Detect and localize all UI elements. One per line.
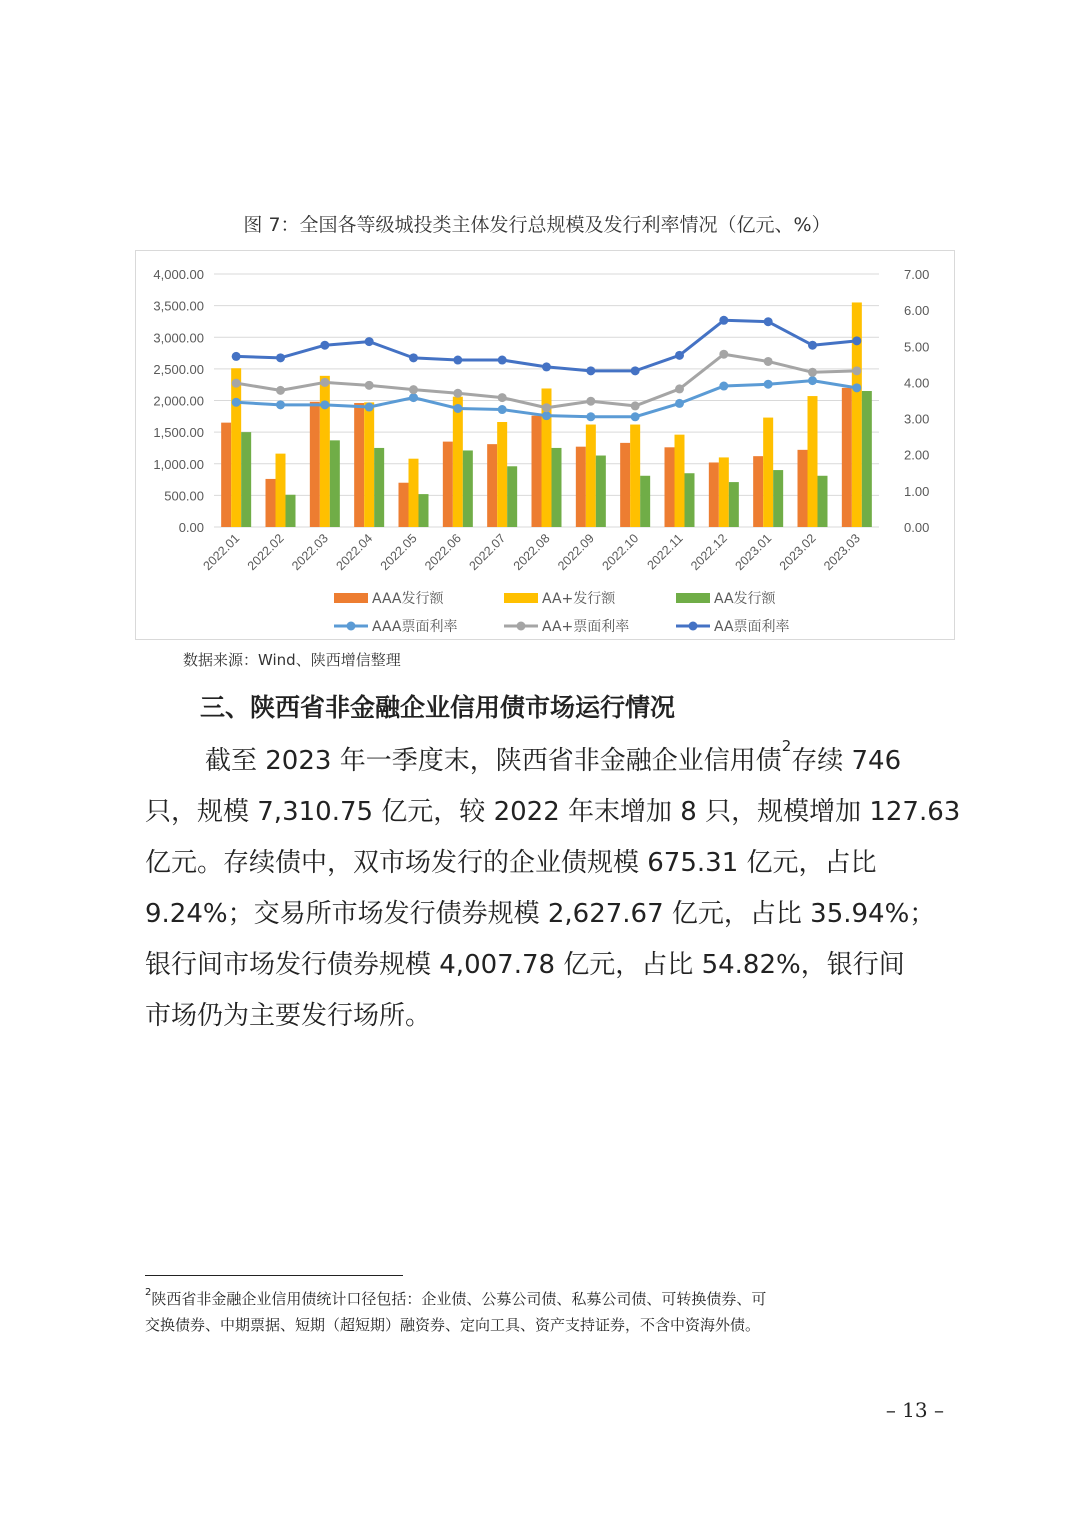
bar-aa-issuance [685, 473, 695, 527]
paragraph-line: 亿元。存续债中，双市场发行的企业债规模 675.31 亿元，占比 [145, 848, 877, 878]
paragraph-line: 只，规模 7,310.75 亿元，较 2022 年末增加 8 只，规模增加 127.63 [145, 797, 961, 827]
point-aaa-rate [409, 393, 418, 402]
paragraph-text: 截至 2023 年一季度末，陕西省非金融企业信用债 [205, 746, 782, 776]
legend-swatch [504, 593, 538, 603]
point-aa-plus-rate [276, 386, 285, 395]
bar-aa-plus-issuance [852, 302, 862, 527]
x-tick-label: 2023.02 [776, 531, 819, 574]
y-left-tick-label: 2,500.00 [153, 361, 204, 377]
y-left-tick-label: 500.00 [164, 488, 204, 504]
footnote-divider [145, 1275, 403, 1276]
point-aaa-rate [276, 400, 285, 409]
y-right-tick-label: 5.00 [904, 339, 930, 355]
point-aaa-rate [631, 412, 640, 421]
bar-aa-issuance [241, 432, 251, 527]
bar-aa-plus-issuance [808, 396, 818, 527]
body-paragraph [145, 736, 961, 1042]
footnote-mark: 2 [145, 1287, 152, 1298]
bar-aa-plus-issuance [320, 376, 330, 527]
bar-aa-plus-issuance [231, 368, 241, 527]
point-aa-rate [586, 366, 595, 375]
legend-swatch [334, 593, 368, 603]
x-tick-label: 2022.02 [244, 531, 287, 574]
bar-aaa-issuance [221, 423, 231, 527]
y-left-tick-label: 3,500.00 [153, 298, 204, 314]
point-aa-plus-rate [719, 350, 728, 359]
x-tick-label: 2022.07 [466, 531, 509, 574]
bar-aaa-issuance [354, 403, 364, 527]
y-left-tick-label: 0.00 [178, 520, 204, 535]
paragraph-line: 市场仍为主要发行场所。 [145, 1001, 432, 1031]
footnote-ref[interactable]: 2 [781, 737, 792, 755]
point-aa-plus-rate [631, 401, 640, 410]
point-aa-rate [409, 353, 418, 362]
bar-aa-issuance [818, 476, 828, 527]
bar-aa-issuance [773, 470, 783, 527]
bar-aaa-issuance [798, 450, 808, 527]
point-aa-rate [320, 341, 329, 350]
point-aa-plus-rate [232, 379, 241, 388]
bar-aaa-issuance [399, 483, 409, 527]
bar-aa-issuance [463, 450, 473, 527]
point-aa-rate [631, 366, 640, 375]
legend-marker [689, 622, 698, 631]
point-aa-plus-rate [852, 366, 861, 375]
bar-aaa-issuance [709, 462, 719, 527]
bar-aaa-issuance [576, 447, 586, 527]
point-aa-plus-rate [586, 397, 595, 406]
legend-label: AAA发行额 [372, 591, 444, 607]
point-aaa-rate [320, 400, 329, 409]
page-number: – 13 – [885, 1398, 944, 1422]
bar-aaa-issuance [753, 456, 763, 527]
point-aa-plus-rate [764, 357, 773, 366]
figure-title: 图 7：全国各等级城投类主体发行总规模及发行利率情况（亿元、%） [243, 214, 831, 236]
point-aa-plus-rate [498, 393, 507, 402]
point-aa-plus-rate [409, 385, 418, 394]
x-tick-label: 2023.01 [732, 531, 775, 574]
bar-aa-plus-issuance [763, 418, 773, 527]
point-aa-plus-rate [808, 368, 817, 377]
point-aaa-rate [808, 376, 817, 385]
bar-aaa-issuance [842, 388, 852, 527]
bar-aa-plus-issuance [364, 402, 374, 527]
point-aaa-rate [498, 405, 507, 414]
y-right-tick-label: 6.00 [904, 303, 930, 319]
bar-aaa-issuance [310, 402, 320, 527]
point-aaa-rate [453, 404, 462, 413]
y-left-tick-label: 3,000.00 [153, 330, 204, 346]
point-aa-rate [808, 341, 817, 350]
point-aa-rate [453, 356, 462, 365]
point-aa-rate [719, 316, 728, 325]
legend-label: AA发行额 [714, 591, 776, 607]
footnote-line [145, 1286, 935, 1312]
y-left-tick-label: 2,000.00 [153, 393, 204, 409]
bar-aa-plus-issuance [719, 457, 729, 527]
bar-aaa-issuance [266, 479, 276, 527]
bar-aaa-issuance [532, 416, 542, 527]
legend-marker [347, 622, 356, 631]
point-aa-rate [498, 356, 507, 365]
point-aaa-rate [232, 398, 241, 407]
bar-aa-issuance [596, 456, 606, 527]
bar-aa-issuance [729, 482, 739, 527]
section-heading: 三、陕西省非金融企业信用债市场运行情况 [200, 693, 676, 722]
point-aa-rate [764, 317, 773, 326]
paragraph-text: 存续 746 [791, 746, 902, 776]
bar-aa-plus-issuance [586, 425, 596, 527]
x-tick-label: 2022.08 [510, 531, 553, 574]
x-tick-label: 2022.06 [422, 531, 464, 574]
bar-aa-issuance [419, 494, 429, 527]
x-tick-label: 2022.10 [599, 531, 642, 574]
point-aaa-rate [719, 382, 728, 391]
bar-aa-issuance [640, 476, 650, 527]
y-right-tick-label: 7.00 [904, 267, 930, 282]
bar-aa-plus-issuance [675, 435, 685, 527]
point-aaa-rate [764, 380, 773, 389]
point-aa-plus-rate [453, 389, 462, 398]
point-aa-plus-rate [320, 378, 329, 387]
point-aaa-rate [586, 412, 595, 421]
footnote [145, 1286, 935, 1338]
legend-label: AA+票面利率 [542, 619, 630, 635]
bar-aa-plus-issuance [409, 459, 419, 527]
point-aa-plus-rate [365, 381, 374, 390]
bar-aa-issuance [552, 448, 562, 527]
chart-container [135, 250, 955, 640]
bar-aaa-issuance [487, 444, 497, 527]
bar-aaa-issuance [443, 442, 453, 527]
paragraph-line [145, 736, 945, 787]
x-tick-label: 2022.09 [555, 531, 597, 574]
y-left-tick-label: 1,000.00 [153, 456, 204, 472]
y-right-tick-label: 4.00 [904, 375, 930, 391]
point-aaa-rate [542, 411, 551, 420]
legend-marker [517, 622, 526, 631]
y-right-tick-label: 3.00 [904, 411, 930, 427]
x-tick-label: 2022.03 [289, 531, 331, 574]
y-right-tick-label: 0.00 [904, 520, 930, 535]
bar-aa-plus-issuance [497, 422, 507, 527]
footnote-text: 陕西省非金融企业信用债统计口径包括：企业债、公募公司债、私募公司债、可转换债券、可 [151, 1290, 767, 1308]
issuance-rate-chart [136, 251, 954, 639]
bar-aa-issuance [374, 448, 384, 527]
y-right-tick-label: 1.00 [904, 483, 930, 499]
y-right-tick-label: 2.00 [904, 447, 930, 463]
point-aaa-rate [675, 399, 684, 408]
legend-label: AA+发行额 [542, 591, 616, 607]
point-aa-rate [365, 337, 374, 346]
legend-swatch [676, 593, 710, 603]
bar-aa-issuance [862, 391, 872, 527]
bar-aa-plus-issuance [276, 454, 286, 527]
footnote-line: 交换债券、中期票据、短期（超短期）融资券、定向工具、资产支持证券，不含中资海外债。 [145, 1316, 761, 1334]
point-aa-plus-rate [542, 403, 551, 412]
y-left-tick-label: 1,500.00 [153, 425, 204, 441]
legend-label: AAA票面利率 [372, 619, 458, 635]
x-tick-label: 2023.03 [821, 531, 863, 574]
x-tick-label: 2022.01 [200, 531, 243, 574]
point-aa-rate [675, 351, 684, 360]
paragraph-line: 9.24%；交易所市场发行债券规模 2,627.67 亿元，占比 35.94%； [145, 899, 936, 929]
bar-aa-plus-issuance [630, 425, 640, 527]
bar-aa-plus-issuance [453, 397, 463, 527]
x-tick-label: 2022.12 [688, 531, 730, 574]
point-aa-plus-rate [675, 384, 684, 393]
x-tick-label: 2022.04 [333, 531, 376, 574]
legend-label: AA票面利率 [714, 619, 790, 635]
x-tick-label: 2022.11 [644, 531, 686, 573]
point-aa-rate [542, 362, 551, 371]
paragraph-line: 银行间市场发行债券规模 4,007.78 亿元，占比 54.82%，银行间 [145, 950, 905, 980]
y-left-tick-label: 4,000.00 [153, 267, 204, 282]
bar-aa-issuance [330, 440, 340, 527]
point-aa-rate [276, 353, 285, 362]
point-aa-rate [852, 336, 861, 345]
bar-aaa-issuance [620, 443, 630, 527]
bar-aaa-issuance [665, 447, 675, 527]
bar-aa-issuance [507, 466, 517, 527]
point-aaa-rate [852, 383, 861, 392]
data-source-note: 数据来源：Wind、陕西增信整理 [183, 651, 401, 669]
x-tick-label: 2022.05 [377, 531, 420, 574]
bar-aa-issuance [286, 495, 296, 527]
point-aa-rate [232, 352, 241, 361]
point-aaa-rate [365, 403, 374, 412]
